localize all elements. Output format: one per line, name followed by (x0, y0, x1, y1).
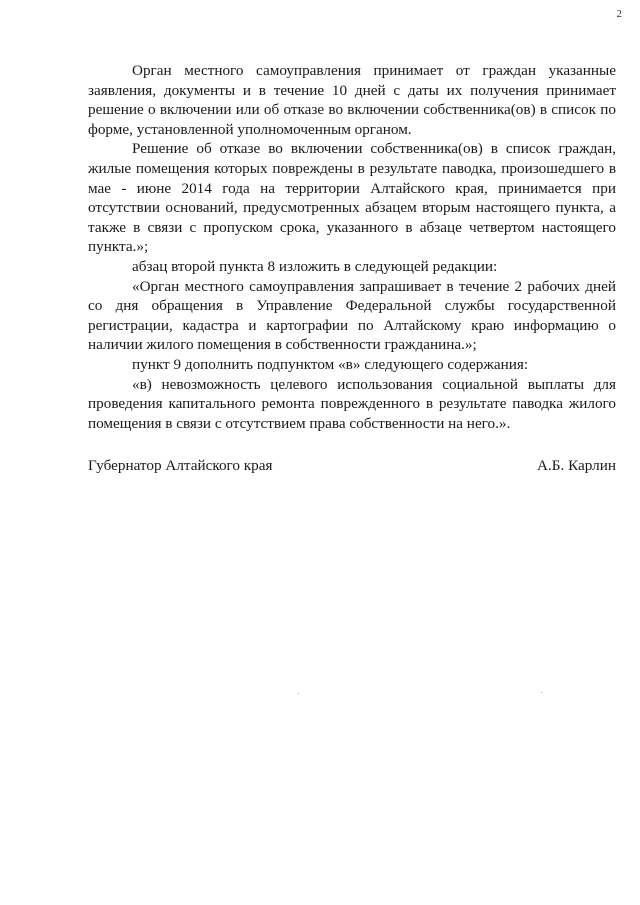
paragraph-1: Орган местного самоуправления принимает от граждан указанные заявления, документы и в течение 10 дней с даты их получения принимает решение о включении или об отказе во включении собственника(ов) в список по форме, установленной уполномоченным органом. (88, 62, 616, 138)
paragraph-2: Решение об отказе во включении собственника(ов) в список граждан, жилые помещения которых повреждены в результате паводка, произошедшего в мае - июне 2014 года на территории Алтайского края, принимается при отсутствии оснований, предусмотренных абзацем вторым настоящего пункта, а также в связи с пропуском срока, указанного в абзаце четвертом настоящего пункта.»; (88, 140, 616, 256)
signatory-position: Губернатор Алтайского края (88, 457, 273, 474)
paragraph-3: абзац второй пункта 8 изложить в следующей редакции: (132, 257, 498, 275)
scan-speck (541, 692, 542, 693)
scan-speck (298, 693, 299, 694)
document-body (88, 61, 616, 433)
page-number: 2 (616, 8, 622, 20)
signatory-name: А.Б. Карлин (537, 457, 616, 474)
paragraph-5: пункт 9 дополнить подпунктом «в» следующего содержания: (132, 355, 529, 373)
paragraph-6: «в) невозможность целевого использования социальной выплаты для проведения капитального ремонта поврежденного в результате паводка жилого помещения в связи с отсутствием права собственности на него.». (88, 375, 616, 432)
signature-block (88, 456, 616, 476)
paragraph-4: «Орган местного самоуправления запрашивает в течение 2 рабочих дней со дня обращения в Управление Федеральной службы государственной регистрации, кадастра и картографии по Алтайскому краю информацию о наличии жилого помещения в собственности гражданина.»; (88, 277, 616, 354)
